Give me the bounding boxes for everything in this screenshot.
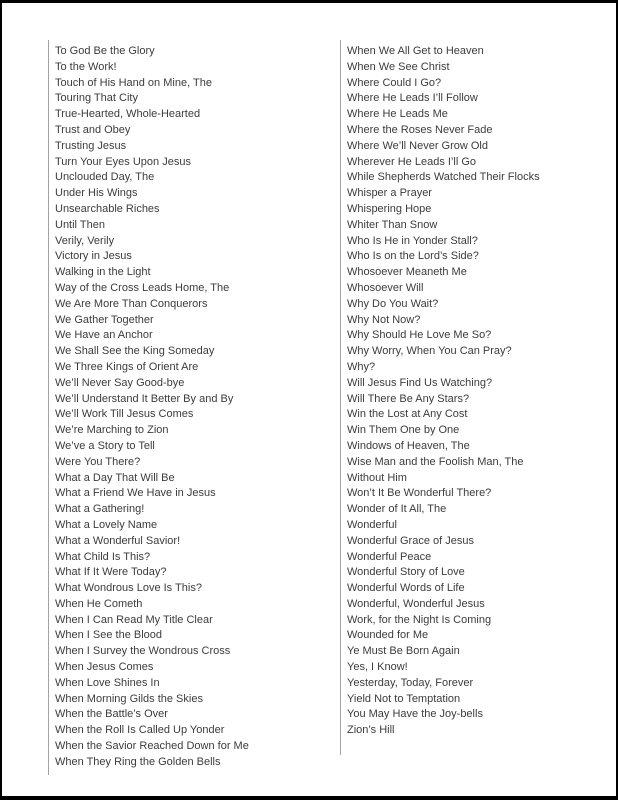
song-title: Whispering Hope — [347, 202, 432, 215]
song-title: When the Savior Reached Down for Me — [55, 740, 249, 753]
song-title: When the Roll Is Called Up Yonder — [55, 724, 225, 737]
song-title: When Love Shines In — [55, 676, 160, 689]
song-title: When the Battle’s Over — [55, 708, 168, 721]
song-title: While Shepherds Watched Their Flocks — [347, 171, 540, 184]
song-title: Work, for the Night Is Coming — [347, 613, 492, 626]
song-title: Wherever He Leads I’ll Go — [347, 155, 476, 168]
song-title: Without Him — [347, 471, 407, 484]
song-title: Wounded for Me — [347, 629, 429, 642]
song-title: Will There Be Any Stars? — [347, 392, 470, 405]
song-title: Yes, I Know! — [347, 661, 408, 674]
song-title: We Shall See the King Someday — [55, 345, 215, 358]
song-title: Where He Leads Me — [347, 108, 448, 121]
song-title: We’ll Never Say Good-bye — [55, 376, 185, 389]
song-title: When I Survey the Wondrous Cross — [55, 645, 231, 658]
song-title: Won’t It Be Wonderful There? — [347, 487, 492, 500]
song-title: Whosoever Meaneth Me — [347, 266, 467, 279]
song-title: Who Is on the Lord’s Side? — [347, 250, 479, 263]
song-title: When I Can Read My Title Clear — [55, 613, 213, 626]
song-title: Where the Roses Never Fade — [347, 123, 493, 136]
song-title: We’ll Work Till Jesus Comes — [55, 408, 194, 421]
song-title: When He Cometh — [55, 597, 143, 610]
song-title: When We All Get to Heaven — [347, 45, 484, 57]
song-title: We’re Marching to Zion — [55, 424, 169, 437]
song-title: Turn Your Eyes Upon Jesus — [55, 155, 191, 168]
song-title: We Gather Together — [55, 313, 154, 326]
song-title: Yesterday, Today, Forever — [347, 676, 474, 689]
song-title: What a Wonderful Savior! — [55, 534, 181, 547]
song-title: What Wondrous Love Is This? — [55, 582, 202, 595]
song-title: Wonderful Words of Life — [347, 582, 465, 595]
song-title: We’ll Understand It Better By and By — [55, 392, 234, 405]
song-title: Wonder of It All, The — [347, 503, 447, 516]
song-title: Wonderful Peace — [347, 550, 432, 563]
song-title: Why Worry, When You Can Pray? — [347, 345, 512, 358]
song-title: Wonderful, Wonderful Jesus — [347, 597, 485, 610]
song-title: Under His Wings — [55, 187, 138, 200]
song-title: Windows of Heaven, The — [347, 439, 470, 452]
song-title: Where He Leads I’ll Follow — [347, 92, 478, 105]
song-title: Touch of His Hand on Mine, The — [55, 76, 212, 89]
song-title: Where Could I Go? — [347, 76, 442, 89]
song-title: Trusting Jesus — [55, 139, 127, 152]
song-title: What a Lovely Name — [55, 518, 158, 531]
song-title: True-Hearted, Whole-Hearted — [55, 108, 201, 121]
song-title: Wonderful — [347, 518, 397, 531]
song-title: Victory in Jesus — [55, 250, 132, 263]
song-title: When Jesus Comes — [55, 661, 154, 674]
song-title: We Have an Anchor — [55, 329, 153, 342]
song-title: What Child Is This? — [55, 550, 151, 563]
song-title: Were You There? — [55, 455, 141, 468]
song-title: You May Have the Joy-bells — [347, 708, 483, 721]
song-title: When We See Christ — [347, 60, 450, 73]
song-title: To God Be the Glory — [55, 45, 155, 57]
song-title: Whosoever Will — [347, 281, 424, 294]
song-title: Verily, Verily — [55, 234, 115, 247]
song-list-column-2 — [340, 40, 614, 755]
song-title: Until Then — [55, 218, 105, 231]
song-title: Whiter Than Snow — [347, 218, 438, 231]
song-title: What a Day That Will Be — [55, 471, 175, 484]
song-title: Why Do You Wait? — [347, 297, 439, 310]
song-title: Where We’ll Never Grow Old — [347, 139, 488, 152]
song-title: Wonderful Grace of Jesus — [347, 534, 474, 547]
song-title: Will Jesus Find Us Watching? — [347, 376, 493, 389]
song-title: When I See the Blood — [55, 629, 163, 642]
song-title: We Are More Than Conquerors — [55, 297, 208, 310]
song-title: Touring That City — [55, 92, 138, 105]
song-title: What If It Were Today? — [55, 566, 167, 579]
song-title: Zion’s Hill — [347, 724, 395, 737]
song-title: Win the Lost at Any Cost — [347, 408, 468, 421]
song-title: Walking in the Light — [55, 266, 151, 279]
song-title: Yield Not to Temptation — [347, 692, 461, 705]
song-title: Why Should He Love Me So? — [347, 329, 492, 342]
song-title: Way of the Cross Leads Home, The — [55, 281, 230, 294]
song-title: Unsearchable Riches — [55, 202, 160, 215]
song-title: Win Them One by One — [347, 424, 460, 437]
song-title: Wonderful Story of Love — [347, 566, 465, 579]
song-title: Why Not Now? — [347, 313, 421, 326]
song-title: What a Gathering! — [55, 503, 145, 516]
song-title: When They Ring the Golden Bells — [55, 755, 221, 768]
song-title: Ye Must Be Born Again — [347, 645, 460, 658]
song-title: Trust and Obey — [55, 123, 131, 136]
song-list-column-1 — [48, 40, 334, 775]
song-title: We Three Kings of Orient Are — [55, 360, 199, 373]
song-title: Whisper a Prayer — [347, 187, 432, 200]
song-title: When Morning Gilds the Skies — [55, 692, 203, 705]
song-title: Unclouded Day, The — [55, 171, 155, 184]
song-title: Why? — [347, 360, 376, 373]
song-title: To the Work! — [55, 60, 117, 73]
song-title: What a Friend We Have in Jesus — [55, 487, 216, 500]
song-title: Wise Man and the Foolish Man, The — [347, 455, 524, 468]
song-title: We’ve a Story to Tell — [55, 439, 155, 452]
song-title: Who Is He in Yonder Stall? — [347, 234, 478, 247]
